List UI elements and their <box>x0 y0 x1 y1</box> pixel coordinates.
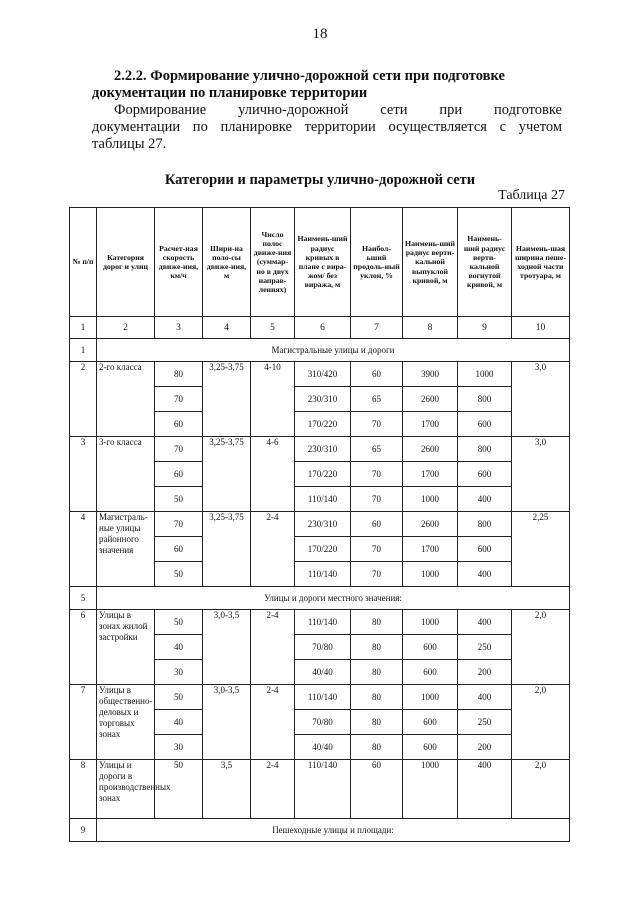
category-name: 3-го класса <box>97 437 155 512</box>
speed-value: 30 <box>155 735 203 760</box>
sidewalk-value: 2,0 <box>512 760 570 819</box>
column-number: 3 <box>155 317 203 339</box>
column-number: 1 <box>70 317 97 339</box>
section-paragraph-line-1: Формирование улично-дорожной сети при подготовке <box>114 102 562 118</box>
column-number: 7 <box>351 317 403 339</box>
radius-plan-value: 170/220 <box>295 537 351 562</box>
category-name: Улицы в общественно-деловых и торговых зонах <box>97 685 155 760</box>
concave-radius-value: 400 <box>458 487 512 512</box>
slope-value: 80 <box>351 685 403 710</box>
table-row <box>70 362 570 387</box>
speed-value: 30 <box>155 660 203 685</box>
convex-radius-value: 600 <box>403 710 458 735</box>
page-number: 18 <box>312 26 328 42</box>
slope-value: 80 <box>351 610 403 635</box>
convex-radius-value: 2600 <box>403 387 458 412</box>
column-number: 8 <box>403 317 458 339</box>
header-cell-lane-width: Шири-на поло-сы движе-ния, м <box>203 208 251 317</box>
row-number: 7 <box>70 685 97 760</box>
row-number: 2 <box>70 362 97 437</box>
column-number: 10 <box>512 317 570 339</box>
section-heading <box>92 68 562 102</box>
lane-width-value: 3,25-3,75 <box>203 362 251 437</box>
section-heading-line-2: документации по планировке территории <box>92 85 368 101</box>
concave-radius-value: 600 <box>458 462 512 487</box>
section-row-local-roads <box>70 587 570 610</box>
slope-value: 70 <box>351 537 403 562</box>
column-number-row <box>70 317 570 339</box>
slope-value: 70 <box>351 562 403 587</box>
slope-value: 80 <box>351 710 403 735</box>
radius-plan-value: 230/310 <box>295 387 351 412</box>
concave-radius-value: 400 <box>458 760 512 819</box>
speed-value: 50 <box>155 760 203 819</box>
slope-value: 80 <box>351 660 403 685</box>
convex-radius-value: 2600 <box>403 437 458 462</box>
concave-radius-value: 250 <box>458 635 512 660</box>
table-header-row <box>70 208 570 317</box>
header-cell-slope: Наибол-ьший продоль-ный уклон, % <box>351 208 403 317</box>
sidewalk-value: 3,0 <box>512 437 570 512</box>
slope-value: 65 <box>351 387 403 412</box>
section-title: Пешеходные улицы и площади: <box>97 819 570 842</box>
sidewalk-value: 2,0 <box>512 610 570 685</box>
radius-plan-value: 110/140 <box>295 610 351 635</box>
slope-value: 65 <box>351 437 403 462</box>
section-heading-line-1: 2.2.2. Формирование улично-дорожной сети при подготовке <box>114 68 505 84</box>
section-row-pedestrian <box>70 819 570 842</box>
radius-plan-value: 40/40 <box>295 735 351 760</box>
speed-value: 80 <box>155 362 203 387</box>
table-body <box>70 208 570 842</box>
radius-plan-value: 170/220 <box>295 412 351 437</box>
table-row <box>70 512 570 537</box>
lanes-value: 4-6 <box>251 437 295 512</box>
speed-value: 40 <box>155 635 203 660</box>
convex-radius-value: 1000 <box>403 610 458 635</box>
radius-plan-value: 110/140 <box>295 760 351 819</box>
lanes-value: 4-10 <box>251 362 295 437</box>
column-number: 2 <box>97 317 155 339</box>
section-title: Улицы и дороги местного значения: <box>97 587 570 610</box>
convex-radius-value: 1000 <box>403 487 458 512</box>
table-row <box>70 610 570 635</box>
section-number: 5 <box>70 587 97 610</box>
header-cell-speed: Расчет-ная скорость движе-ния, км/ч <box>155 208 203 317</box>
concave-radius-value: 1000 <box>458 362 512 387</box>
section-number: 1 <box>70 339 97 362</box>
radius-plan-value: 70/80 <box>295 635 351 660</box>
column-number: 9 <box>458 317 512 339</box>
category-name: Улицы и дороги в производственных зонах <box>97 760 155 819</box>
lane-width-value: 3,25-3,75 <box>203 437 251 512</box>
sidewalk-value: 3,0 <box>512 362 570 437</box>
lane-width-value: 3,0-3,5 <box>203 610 251 685</box>
speed-value: 50 <box>155 685 203 710</box>
speed-value: 50 <box>155 562 203 587</box>
lane-width-value: 3,25-3,75 <box>203 512 251 587</box>
header-cell-category: Категория дорог и улиц <box>97 208 155 317</box>
convex-radius-value: 600 <box>403 660 458 685</box>
radius-plan-value: 170/220 <box>295 462 351 487</box>
category-name: 2-го класса <box>97 362 155 437</box>
concave-radius-value: 400 <box>458 562 512 587</box>
convex-radius-value: 1000 <box>403 760 458 819</box>
radius-plan-value: 110/140 <box>295 562 351 587</box>
speed-value: 70 <box>155 512 203 537</box>
row-number: 4 <box>70 512 97 587</box>
row-number: 8 <box>70 760 97 819</box>
row-number: 3 <box>70 437 97 512</box>
convex-radius-value: 1700 <box>403 412 458 437</box>
speed-value: 70 <box>155 437 203 462</box>
speed-value: 60 <box>155 462 203 487</box>
convex-radius-value: 1700 <box>403 462 458 487</box>
header-cell-concave-radius: Наимень-ший радиус верти-кальной вогнутой кривой, м <box>458 208 512 317</box>
slope-value: 80 <box>351 635 403 660</box>
radius-plan-value: 110/140 <box>295 487 351 512</box>
slope-value: 60 <box>351 760 403 819</box>
header-cell-number: № п/п <box>70 208 97 317</box>
concave-radius-value: 400 <box>458 610 512 635</box>
convex-radius-value: 3900 <box>403 362 458 387</box>
column-number: 5 <box>251 317 295 339</box>
speed-value: 70 <box>155 387 203 412</box>
concave-radius-value: 800 <box>458 387 512 412</box>
section-paragraph <box>92 102 562 153</box>
lanes-value: 2-4 <box>251 685 295 760</box>
slope-value: 70 <box>351 412 403 437</box>
header-cell-radius-plan: Наимень-ший радиус кривых в плане с вира-жом/ без виража, м <box>295 208 351 317</box>
convex-radius-value: 600 <box>403 635 458 660</box>
category-name: Улицы в зонах жилой застройки <box>97 610 155 685</box>
radius-plan-value: 230/310 <box>295 437 351 462</box>
speed-value: 50 <box>155 610 203 635</box>
convex-radius-value: 2600 <box>403 512 458 537</box>
header-cell-lanes: Число полос движе-ния (суммар-но в двух направ-лениях) <box>251 208 295 317</box>
speed-value: 40 <box>155 710 203 735</box>
sidewalk-value: 2,25 <box>512 512 570 587</box>
table-row <box>70 437 570 462</box>
table-row <box>70 685 570 710</box>
table-label: Таблица 27 <box>498 188 565 203</box>
convex-radius-value: 1700 <box>403 537 458 562</box>
concave-radius-value: 800 <box>458 437 512 462</box>
slope-value: 60 <box>351 362 403 387</box>
radius-plan-value: 40/40 <box>295 660 351 685</box>
concave-radius-value: 800 <box>458 512 512 537</box>
section-number: 9 <box>70 819 97 842</box>
section-paragraph-line-3: таблицы 27. <box>92 136 167 152</box>
section-paragraph-line-2: документации по планировке территории осуществляется с учетом <box>92 119 562 135</box>
radius-plan-value: 230/310 <box>295 512 351 537</box>
concave-radius-value: 600 <box>458 412 512 437</box>
convex-radius-value: 1000 <box>403 685 458 710</box>
lanes-value: 2-4 <box>251 760 295 819</box>
header-cell-convex-radius: Наимень-ший радиус верти-кальной выпуклой кривой, м <box>403 208 458 317</box>
concave-radius-value: 200 <box>458 735 512 760</box>
section-row-main-roads <box>70 339 570 362</box>
table-row-industrial-zones <box>70 760 570 819</box>
table-title: Категории и параметры улично-дорожной сети <box>164 172 476 188</box>
column-number: 6 <box>295 317 351 339</box>
column-number: 4 <box>203 317 251 339</box>
lane-width-value: 3,0-3,5 <box>203 685 251 760</box>
slope-value: 60 <box>351 512 403 537</box>
slope-value: 80 <box>351 735 403 760</box>
radius-plan-value: 70/80 <box>295 710 351 735</box>
concave-radius-value: 200 <box>458 660 512 685</box>
speed-value: 60 <box>155 412 203 437</box>
speed-value: 50 <box>155 487 203 512</box>
concave-radius-value: 600 <box>458 537 512 562</box>
convex-radius-value: 600 <box>403 735 458 760</box>
slope-value: 70 <box>351 462 403 487</box>
section-title: Магистральные улицы и дороги <box>97 339 570 362</box>
concave-radius-value: 400 <box>458 685 512 710</box>
lanes-value: 2-4 <box>251 512 295 587</box>
header-cell-sidewalk: Наимень-шая ширина пеше-ходной части тротуара, м <box>512 208 570 317</box>
lane-width-value: 3,5 <box>203 760 251 819</box>
concave-radius-value: 250 <box>458 710 512 735</box>
sidewalk-value: 2,0 <box>512 685 570 760</box>
row-number: 6 <box>70 610 97 685</box>
category-name: Магистраль-ные улицы районного значения <box>97 512 155 587</box>
radius-plan-value: 310/420 <box>295 362 351 387</box>
lanes-value: 2-4 <box>251 610 295 685</box>
slope-value: 70 <box>351 487 403 512</box>
convex-radius-value: 1000 <box>403 562 458 587</box>
road-network-table <box>69 207 570 842</box>
radius-plan-value: 110/140 <box>295 685 351 710</box>
speed-value: 60 <box>155 537 203 562</box>
